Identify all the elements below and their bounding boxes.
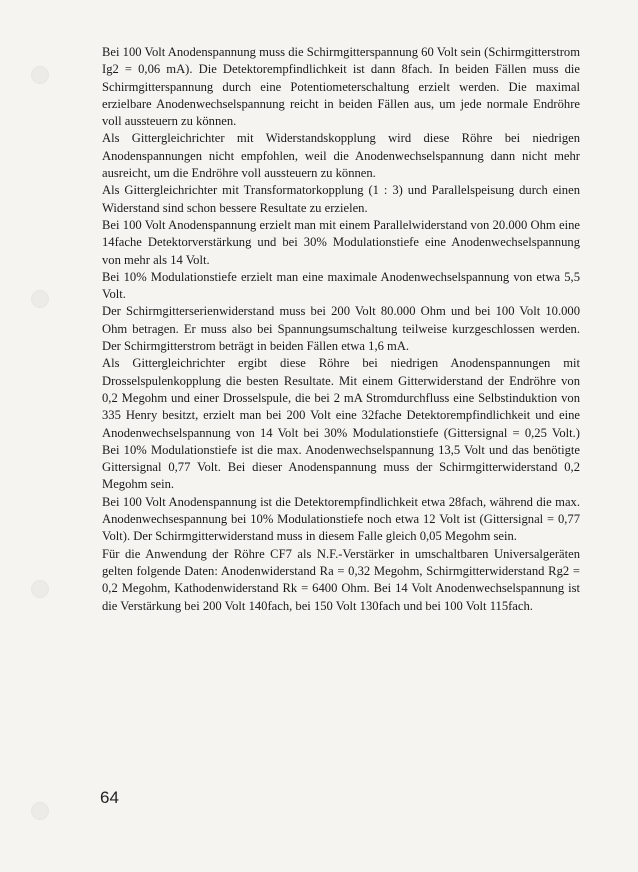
paragraph-8: Bei 100 Volt Anodenspannung ist die Detektorempfindlichkeit etwa 28fach, während die max. Anodenwechsespannung bei 10% Modulationstiefe noch etwa 12 Volt ist (Gittersignal = 0,77 Volt). Der Schirmgitterwiderstand muss in diesem Falle gleich 0,05 Megohm sein. (102, 494, 580, 544)
page-number: 64 (100, 788, 119, 807)
punch-hole-mark (31, 66, 49, 84)
paragraph-1: Bei 100 Volt Anodenspannung muss die Schirmgitterspannung 60 Volt sein (Schirmgitterstrom Ig2 = 0,06 mA). Die Detektorempfindlichkeit ist dann 8fach. In beiden Fällen muss die Schirmgitterspannung durch eine Potentiometerschaltung erzielt werden. Die maximal erzielbare Anodenwechselspannung reicht in beiden Fällen aus, um jede normale Endröhre voll aussteuern zu können. (102, 45, 580, 129)
paragraph-7: Als Gittergleichrichter ergibt diese Röhre bei niedrigen Anodenspannungen mit Drosselspulenkopplung die besten Resultate. Mit einem Gitterwiderstand der Endröhre von 0,2 Megohm und einer Drosselspule, die bei 2 mA Stromdurchfluss eine Selbstinduktion von 335 Henry besitzt, erzielt man bei 200 Volt eine 32fache Detektorempfindlichkeit und eine Anodenwechselspannung von 14 Volt bei 30% Modulationstiefe (Gittersignal = 0,25 Volt.) Bei 10% Modulationstiefe ist die max. Anodenwechselspannung 13,5 Volt und das benötigte Gittersignal 0,77 Volt. Bei dieser Anodenspannung muss der Schirmgitterwiderstand 0,2 Megohm sein. (102, 356, 580, 492)
paragraph-3: Als Gittergleichrichter mit Transformatorkopplung (1 : 3) und Parallelspeisung durch einen Widerstand sind schon bessere Resultate zu erzielen. (102, 183, 580, 215)
paragraph-2: Als Gittergleichrichter mit Widerstandskopplung wird diese Röhre bei niedrigen Anodenspannungen nicht empfohlen, weil die Anodenwechselspannung dann nicht mehr ausreicht, um die Endröhre voll aussteuern zu können. (102, 131, 580, 181)
paragraph-9: Für die Anwendung der Röhre CF7 als N.F.-Verstärker in umschaltbaren Universalgeräten gelten folgende Daten: Anodenwiderstand Ra = 0,32 Megohm, Schirmgitterwiderstand Rg2 = 0,2 Megohm, Kathodenwiderstand Rk = 6400 Ohm. Bei 14 Volt Anodenwechselspannung ist die Verstärkung bei 200 Volt 140fach, bei 150 Volt 130fach und bei 100 Volt 115fach. (102, 546, 580, 613)
body-text (102, 44, 580, 615)
punch-hole-mark (31, 580, 49, 598)
paragraph-4: Bei 100 Volt Anodenspannung erzielt man mit einem Parallelwiderstand von 20.000 Ohm eine 14fache Detektorverstärkung und bei 30% Modulationstiefe eine Anodenwechselspannung von mehr als 14 Volt. (102, 217, 580, 267)
punch-hole-mark (31, 802, 49, 820)
paragraph-6: Der Schirmgitterserienwiderstand muss bei 200 Volt 80.000 Ohm und bei 100 Volt 10.000 Ohm betragen. Er muss also bei Spannungsumschaltung teilweise kurzgeschlossen werden. Der Schirmgitterstrom beträgt in beiden Fällen etwa 1,6 mA. (102, 304, 580, 354)
paragraph-5: Bei 10% Modulationstiefe erzielt man eine maximale Anodenwechselspannung von etwa 5,5 Volt. (102, 269, 580, 302)
punch-hole-mark (31, 290, 49, 308)
